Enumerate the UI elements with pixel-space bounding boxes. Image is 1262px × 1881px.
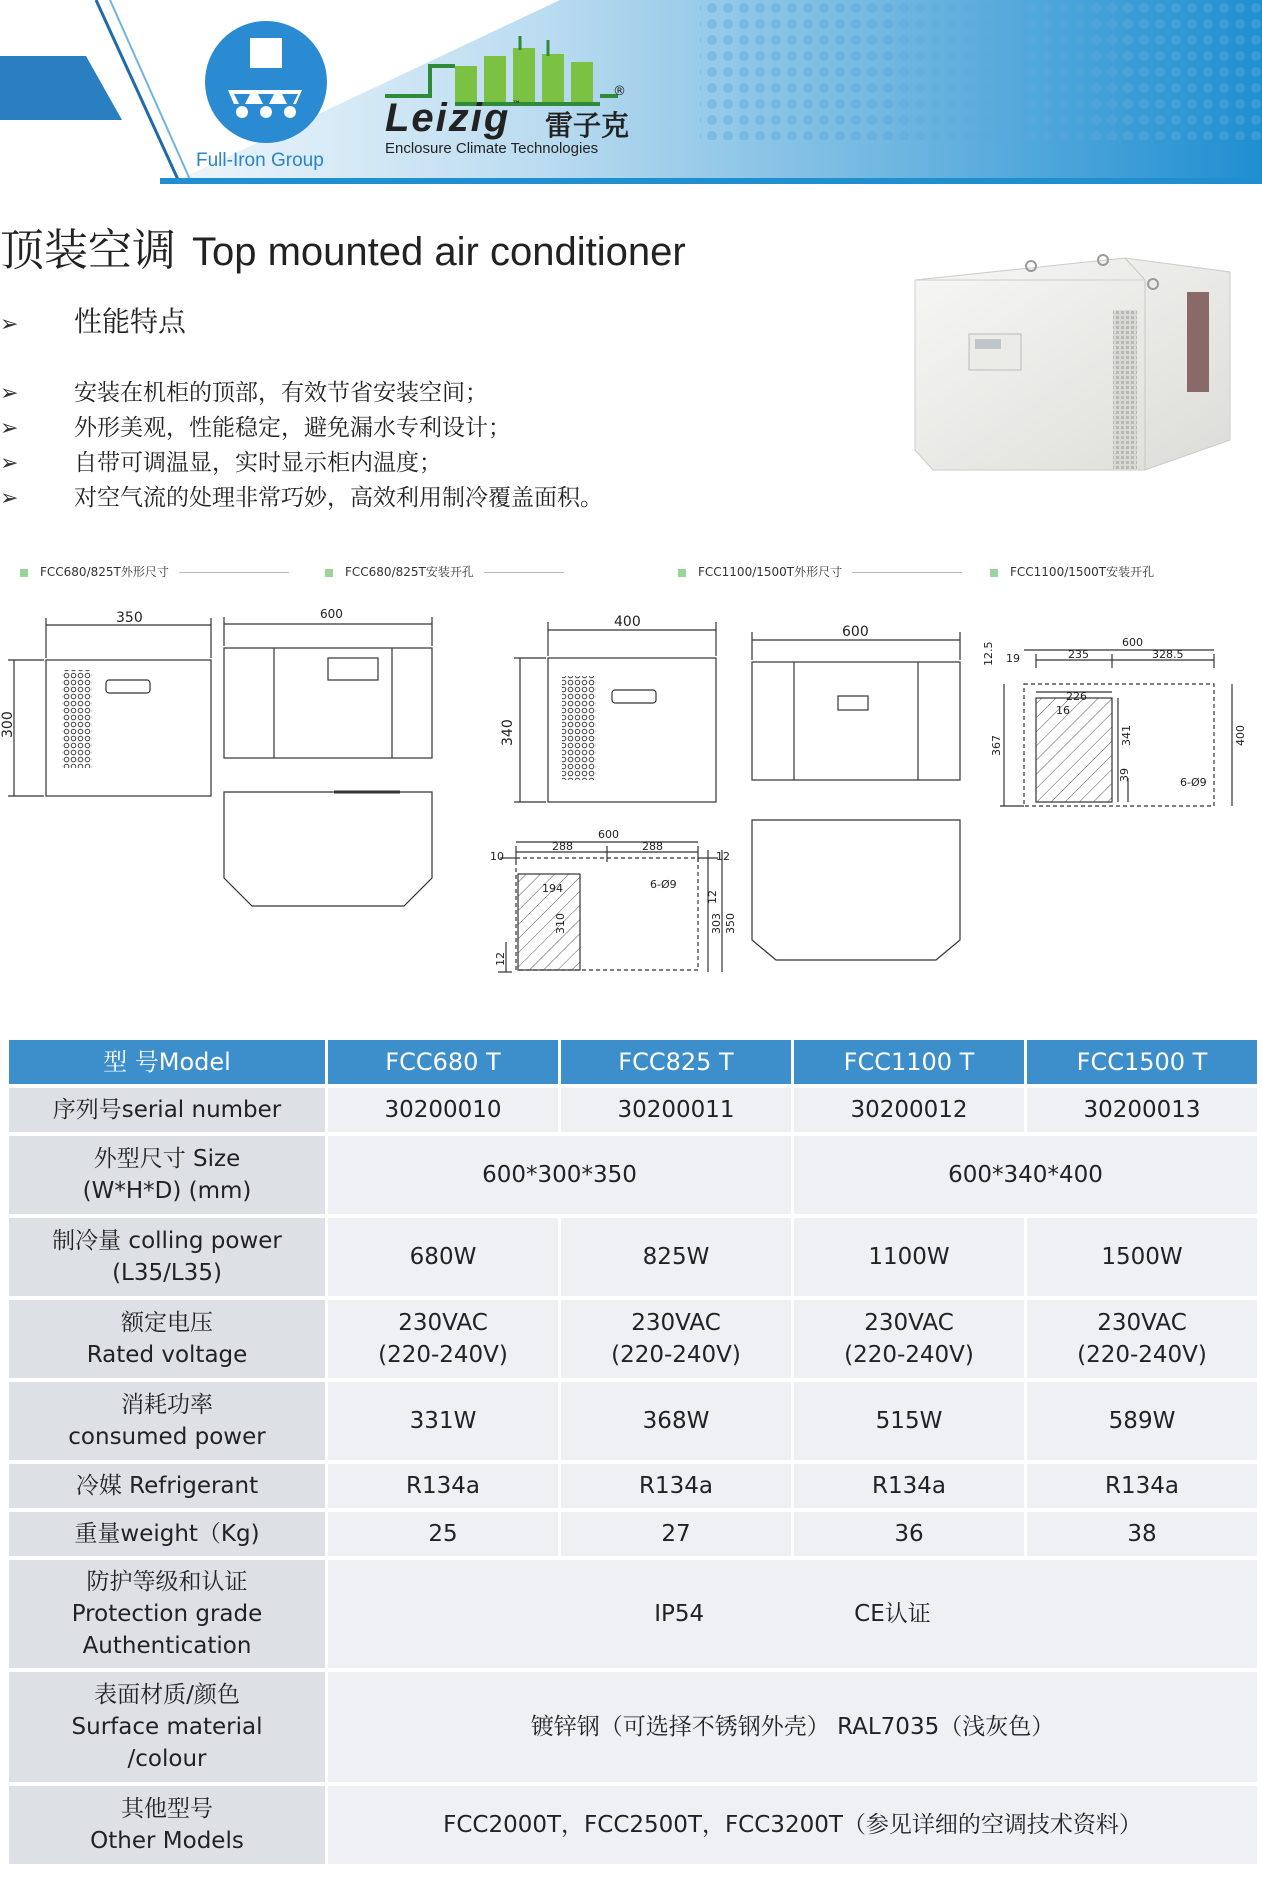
group-name: Full-Iron Group [196,150,324,171]
table-row [9,1300,1257,1378]
dim-label: 226 [1066,690,1087,703]
table-cell: 36 [794,1512,1024,1556]
row-label: 额定电压 Rated voltage [9,1300,325,1378]
table-cell: 30200010 [328,1088,558,1132]
dim-label: 16 [1056,704,1070,717]
dim-label: 12.5 [982,641,995,666]
table-row [9,1672,1257,1782]
brand-chinese-name: 雷子克 [545,109,630,142]
brand-tagline: Enclosure Climate Technologies [385,140,599,157]
title-chinese: 顶装空调 [0,225,176,276]
table-header-cell: 型 号Model [9,1040,325,1084]
dim-label: 367 [990,735,1003,756]
arrow-bullet-icon: ➢ [0,416,19,441]
table-cell: 600*340*400 [794,1136,1257,1214]
dim-label: 6-Ø9 [650,878,677,891]
table-cell: FCC2000T，FCC2500T，FCC3200T（参见详细的空调技术资料） [328,1786,1257,1864]
table-header-cell: FCC1100 T [794,1040,1024,1084]
brand-name: Leizig [385,96,511,140]
dim-label: 300 [0,711,16,738]
table-cell: 515W [794,1382,1024,1460]
dim-label: 6-Ø9 [1180,776,1207,789]
arrow-bullet-icon: ➢ [0,381,19,406]
features-heading [0,300,186,340]
table-row [9,1464,1257,1508]
page-title [0,214,686,278]
technical-drawings [0,590,1262,1010]
dim-label: 303 [710,913,723,934]
header-banner [0,0,1262,184]
table-cell: 38 [1027,1512,1257,1556]
table-cell: R134a [328,1464,558,1508]
dim-label: 600 [1122,636,1143,649]
dim-label: 310 [554,913,567,934]
table-cell: R134a [1027,1464,1257,1508]
dim-label: 328.5 [1152,648,1184,661]
page-header [0,0,1262,184]
table-header-cell: FCC680 T [328,1040,558,1084]
table-cell: 368W [561,1382,791,1460]
table-cell: R134a [561,1464,791,1508]
full-iron-logo [205,21,327,143]
arrow-bullet-icon: ➢ [0,451,19,476]
dim-label: 600 [598,828,619,841]
list-item: ➢ 安装在机柜的顶部，有效节省安装空间； [0,376,603,411]
row-label: 冷媒 Refrigerant [9,1464,325,1508]
table-cell: R134a [794,1464,1024,1508]
title-english: Top mounted air conditioner [192,230,686,274]
table-header-cell: FCC1500 T [1027,1040,1257,1084]
table-cell: 589W [1027,1382,1257,1460]
row-label: 重量weight（Kg) [9,1512,325,1556]
row-label: 序列号serial number [9,1088,325,1132]
dim-label: 288 [642,840,663,853]
row-label: 消耗功率 consumed power [9,1382,325,1460]
dim-label: 288 [552,840,573,853]
table-cell: 230VAC (220-240V) [794,1300,1024,1378]
list-item: ➢ 外形美观，性能稳定，避免漏水专利设计； [0,411,603,446]
table-cell: 30200013 [1027,1088,1257,1132]
dim-label: 12 [716,850,730,863]
table-cell: 27 [561,1512,791,1556]
registered-mark: ® [613,84,626,99]
table-cell: 镀锌钢（可选择不锈钢外壳） RAL7035（浅灰色） [328,1672,1257,1782]
table-cell: 230VAC (220-240V) [561,1300,791,1378]
arrow-bullet-icon: ➢ [0,486,19,511]
table-cell: IP54 CE认证 [328,1560,1257,1668]
dim-label: 350 [724,913,737,934]
arrow-bullet-icon: ➢ [0,312,19,337]
table-cell: 1500W [1027,1218,1257,1296]
table-cell: 331W [328,1382,558,1460]
table-cell: 30200011 [561,1088,791,1132]
table-cell: 230VAC (220-240V) [328,1300,558,1378]
table-row [9,1218,1257,1296]
table-row [9,1382,1257,1460]
table-cell: 680W [328,1218,558,1296]
table-header-row [9,1040,1257,1084]
dim-label: 340 [500,719,516,746]
table-row [9,1786,1257,1864]
list-item: ➢ 对空气流的处理非常巧妙，高效利用制冷覆盖面积。 [0,481,603,516]
spec-table [6,1036,1260,1868]
table-cell: 600*300*350 [328,1136,791,1214]
table-row [9,1512,1257,1556]
dim-label: 194 [542,882,563,895]
table-cell: 825W [561,1218,791,1296]
diagram-label: FCC680/825T外形尺寸 [20,563,289,580]
table-header-cell: FCC825 T [561,1040,791,1084]
features-heading-text: 性能特点 [74,305,187,338]
dim-label: 12 [494,952,507,966]
dim-label: 39 [1118,768,1131,782]
dim-label: 400 [614,614,641,630]
dim-label: 341 [1120,725,1133,746]
table-cell: 30200012 [794,1088,1024,1132]
table-cell: 1100W [794,1218,1024,1296]
diagram-label: FCC1100/1500T外形尺寸 [678,563,962,580]
dim-label: 400 [1234,725,1247,746]
row-label: 外型尺寸 Size (W*H*D) (mm) [9,1136,325,1214]
dim-label: 12 [706,890,719,904]
row-label: 制冷量 colling power (L35/L35) [9,1218,325,1296]
table-cell: 230VAC (220-240V) [1027,1300,1257,1378]
table-row [9,1560,1257,1668]
feature-list [0,376,603,516]
dim-label: 600 [320,607,343,621]
table-row [9,1136,1257,1214]
table-cell: 25 [328,1512,558,1556]
trademark-mark: ™ [512,100,521,110]
diagram-label: FCC680/825T安装开孔 [325,563,564,580]
dim-label: 19 [1006,652,1020,665]
dim-label: 350 [116,610,143,626]
dim-label: 10 [490,850,504,863]
row-label: 表面材质/颜色 Surface material /colour [9,1672,325,1782]
diagram-label: FCC1100/1500T安装开孔 [990,563,1154,580]
dim-label: 600 [842,624,869,640]
row-label: 防护等级和认证 Protection grade Authentication [9,1560,325,1668]
list-item: ➢ 自带可调温显，实时显示柜内温度； [0,446,603,481]
row-label: 其他型号 Other Models [9,1786,325,1864]
table-row [9,1088,1257,1132]
product-photo [905,240,1235,490]
dim-label: 235 [1068,648,1089,661]
